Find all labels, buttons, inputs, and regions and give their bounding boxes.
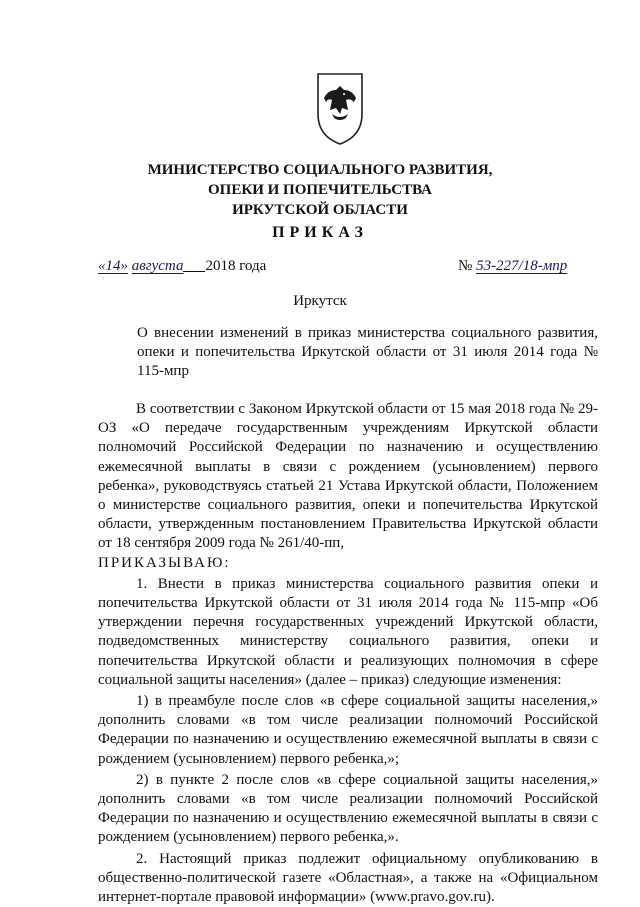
date-month: августа: [131, 258, 184, 274]
date-day: 14: [105, 258, 121, 274]
item-2: 2. Настоящий приказ подлежит официальному опубликованию в общественно-политической газете «Областная», а также на «Официальном интернет-портале правовой информации» (www.pravo.gov.ru).: [98, 850, 598, 906]
order-subject: О внесении изменений в приказ министерства социального развития, опеки и попечительства Иркутской области от 31 июля 2014 года № 115-мпр: [137, 325, 598, 379]
ministry-line-3: ИРКУТСКОЙ ОБЛАСТИ: [232, 202, 408, 218]
item-1: 1. Внести в приказ министерства социального развития опеки и попечительства Иркутской области от 31 июля 2014 года № 115-мпр «Об утверждении перечня государственных учреждений Иркутской области, подведомственных министерству социального развития, опеки и попечительства Иркутской области и реализующих полномочия в сфере социальной защиты населения» (далее – приказ) следующие изменения:: [98, 575, 598, 688]
city: Иркутск: [293, 293, 347, 309]
date-underline: [183, 271, 205, 272]
order-date: [98, 258, 266, 275]
coat-of-arms-icon: [314, 68, 366, 146]
ministry-line-1: МИНИСТЕРСТВО СОЦИАЛЬНОГО РАЗВИТИЯ,: [147, 162, 493, 178]
date-quote-close: »: [120, 258, 128, 274]
item-1-2: 2) в пункте 2 после слов «в сфере социальной защиты населения,» дополнить словами «в том числе реализации полномочий Российской Федерации по назначению и осуществлению ежемесячной выплаты в связи с рождением (усыновлением) первого ребенка,».: [98, 771, 598, 846]
order-body: [98, 400, 598, 907]
date-year: 2018 года: [205, 258, 267, 274]
ministry-line-2: ОПЕКИ И ПОПЕЧИТЕЛЬСТВА: [208, 182, 432, 198]
ministry-header: [0, 160, 640, 220]
doc-type-title: ПРИКАЗ: [272, 224, 368, 241]
date-quote-open: «: [98, 258, 106, 274]
order-number: [458, 258, 567, 275]
number-value: 53-227/18-мпр: [476, 258, 568, 274]
item-1-1: 1) в преамбуле после слов «в сфере социальной защиты населения,» дополнить словами «в том числе реализации полномочий Российской Федерации по назначению и осуществлению ежемесячной выплаты в связи с рождением (усыновлением) первого ребенка,»;: [98, 693, 598, 767]
preamble: В соответствии с Законом Иркутской области от 15 мая 2018 года № 29-ОЗ «О передаче государственным учреждениям Иркутской области полномочий Российской Федерации по назначению и осуществлению ежемесячной выплаты в связи с рождением (усыновлением) первого ребенка», руководствуясь статьей 21 Устава Иркутской области, Положением о министерстве социального развития, опеки и попечительства Иркутской области, утвержденным постановлением Правительства Иркутской области от 18 сентября 2009 года № 261/40-пп,: [98, 401, 598, 552]
number-label: №: [458, 258, 473, 274]
order-word: ПРИКАЗЫВАЮ:: [98, 554, 231, 571]
